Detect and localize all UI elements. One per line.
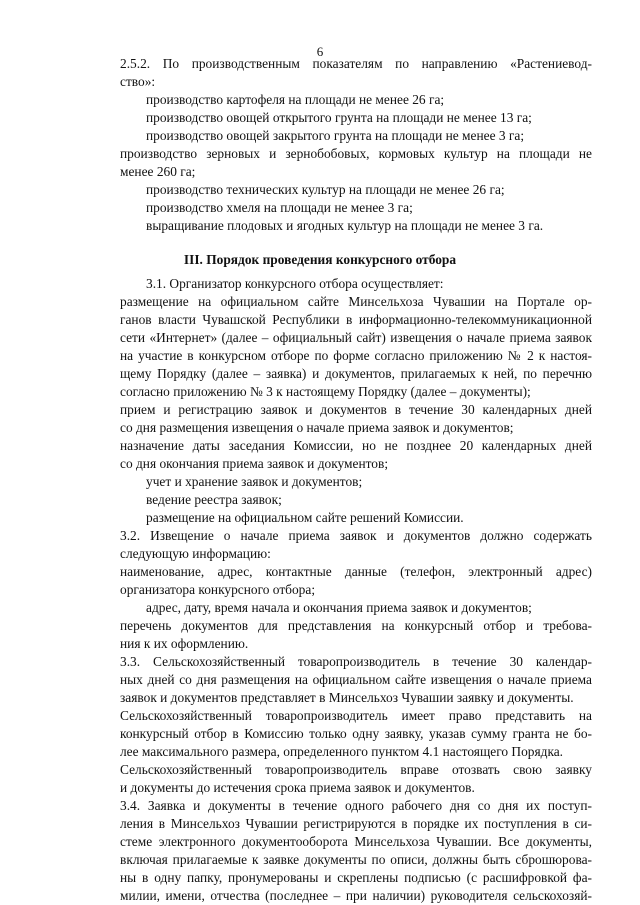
text-line: наименование, адрес, контактные данные (телефон, электронный адрес) bbox=[120, 564, 592, 579]
text-line: лее максимального размера, определенного пунктом 4.1 настоящего Порядка. bbox=[120, 744, 564, 759]
text-line: производство хмеля на площади не менее 3 га; bbox=[146, 200, 413, 215]
text-line: ления в Минсельхоз Чувашии регистрируются в порядке их поступления в си- bbox=[120, 816, 592, 831]
text-line: и документы до истечения срока приема заявок и документов. bbox=[120, 780, 475, 795]
page-number: 6 bbox=[316, 44, 324, 59]
text-line: производство технических культур на площади не менее 26 га; bbox=[146, 182, 505, 197]
text-line: прием и регистрацию заявок и документов в течение 30 календарных дней bbox=[120, 402, 592, 417]
text-line: милии, имени, отчества (последнее – при наличии) руководителя сельскохозяй- bbox=[120, 888, 592, 903]
text-line: выращивание плодовых и ягодных культур на площади не менее 3 га. bbox=[146, 218, 544, 233]
text-line: производство овощей закрытого грунта на площади не менее 3 га; bbox=[146, 128, 525, 143]
text-line: сети «Интернет» (далее – официальный сайт) извещения о начале приема заявок bbox=[120, 330, 592, 345]
text-line: ны в одну папку, пронумерованы и скреплены подписью (с расшифровкой фа- bbox=[120, 870, 592, 885]
text-line: на участие в конкурсном отборе по форме согласно приложению № 2 к настоя- bbox=[120, 348, 592, 363]
text-line: производство зерновых и зернобобовых, кормовых культур на площади не bbox=[120, 146, 592, 161]
text-line: перечень документов для представления на конкурсный отбор и требова- bbox=[120, 618, 592, 633]
text-line: менее 260 га; bbox=[120, 164, 196, 179]
text-line: учет и хранение заявок и документов; bbox=[146, 474, 363, 489]
text-line: со дня размещения извещения о начале приема заявок и документов; bbox=[120, 420, 514, 435]
text-line: следующую информацию: bbox=[120, 546, 271, 561]
text-line: производство картофеля на площади не менее 26 га; bbox=[146, 92, 445, 107]
text-line: ния к их оформлению. bbox=[120, 636, 249, 651]
text-line: стеме электронного документооборота Минсельхоза Чувашии. Все документы, bbox=[120, 834, 592, 849]
text-line: щему Порядку (далее – заявка) и документов, прилагаемых к ней, по перечню bbox=[120, 366, 592, 381]
text-line: ведение реестра заявок; bbox=[146, 492, 282, 507]
text-line: ство»: bbox=[120, 74, 156, 89]
text-line: 3.3. Сельскохозяйственный товаропроизводитель в течение 30 календар- bbox=[120, 654, 592, 669]
text-line: 2.5.2. По производственным показателям по направлению «Растениевод- bbox=[120, 56, 592, 71]
text-line: 3.1. Организатор конкурсного отбора осуществляет: bbox=[146, 276, 444, 291]
text-line: размещение на официальном сайте решений Комиссии. bbox=[146, 510, 464, 525]
text-line: размещение на официальном сайте Минсельхоза Чувашии на Портале ор- bbox=[120, 294, 592, 309]
text-line: производство овощей открытого грунта на площади не менее 13 га; bbox=[146, 110, 532, 125]
text-line: заявок и документов представляет в Минсельхоз Чувашии заявку и документы. bbox=[120, 690, 574, 705]
text-line: согласно приложению № 3 к настоящему Порядку (далее – документы); bbox=[120, 384, 531, 399]
text-line: ганов власти Чувашской Республики в информационно-телекоммуникационной bbox=[120, 312, 592, 327]
text-line: конкурсный отбор в Комиссию только одну заявку, указав сумму гранта не бо- bbox=[120, 726, 592, 741]
text-line: 3.2. Извещение о начале приема заявок и документов должно содержать bbox=[120, 528, 592, 543]
text-line: организатора конкурсного отбора; bbox=[120, 582, 316, 597]
text-line: Сельскохозяйственный товаропроизводитель имеет право представить на bbox=[120, 708, 592, 723]
text-line: Сельскохозяйственный товаропроизводитель вправе отозвать свою заявку bbox=[120, 762, 592, 777]
text-line: со дня окончания приема заявок и документов; bbox=[120, 456, 389, 471]
section-heading: III. Порядок проведения конкурсного отбора bbox=[183, 252, 457, 267]
text-line: включая прилагаемые к заявке документы по описи, должны быть сброшюрова- bbox=[120, 852, 592, 867]
text-line: ных дней со дня размещения на официальном сайте извещения о начале приема bbox=[120, 672, 592, 687]
text-line: 3.4. Заявка и документы в течение одного рабочего дня со дня их поступ- bbox=[120, 798, 592, 813]
text-line: назначение даты заседания Комиссии, но не позднее 20 календарных дней bbox=[120, 438, 592, 453]
text-line: адрес, дату, время начала и окончания приема заявок и документов; bbox=[146, 600, 532, 615]
